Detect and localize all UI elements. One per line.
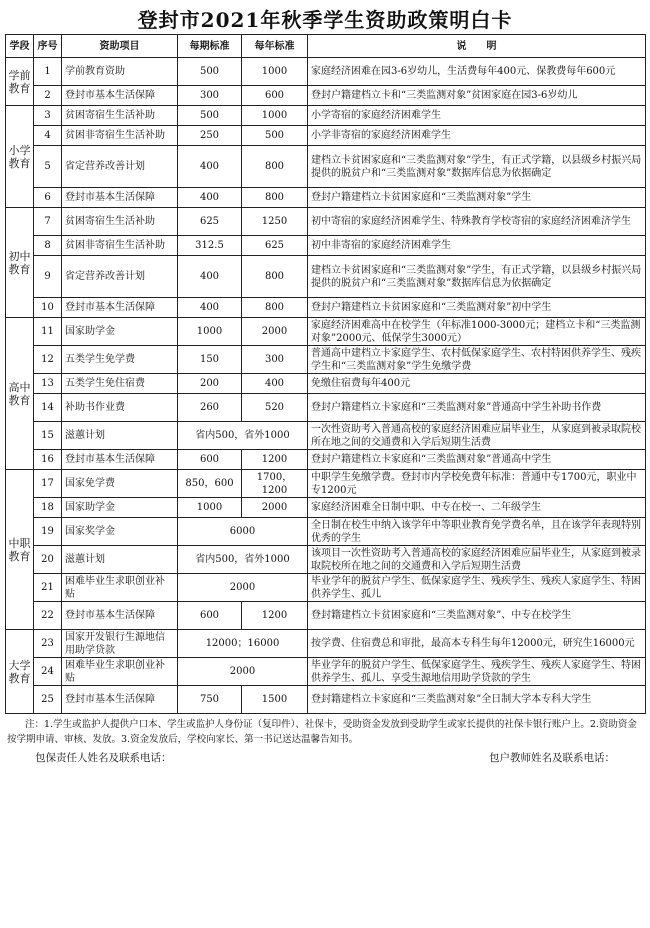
- row-period: 500: [178, 106, 242, 126]
- row-description: 普通高中建档立卡家庭学生、农村低保家庭学生、农村特困供养学生、残疾学生和“三类监测对象”学生免缴学费: [308, 346, 646, 374]
- row-year: 2000: [242, 498, 308, 518]
- header-item: 资助项目: [62, 35, 178, 58]
- row-item: 登封市基本生活保障: [62, 450, 178, 470]
- row-standard-merged: 省内500，省外1000: [178, 422, 308, 450]
- header-segment: 学段: [6, 35, 34, 58]
- aid-table: [5, 34, 646, 714]
- row-description: 一次性资助考入普通高校的家庭经济困难应届毕业生，从家庭到被录取院校所在地之间的交通费和入学后短期生活费: [308, 422, 646, 450]
- row-standard-merged: 12000；16000: [178, 630, 308, 658]
- table-row: [6, 188, 646, 208]
- row-period: 312.5: [178, 236, 242, 256]
- row-number: 12: [34, 346, 62, 374]
- row-year: 1700，1200: [242, 470, 308, 498]
- row-description: 初中寄宿的家庭经济困难学生、特殊教育学校寄宿的家庭经济困难济学生: [308, 208, 646, 236]
- footer-teacher-contact: 包户教师姓名及联系电话：: [489, 752, 615, 764]
- table-row: [6, 298, 646, 318]
- row-year: 520: [242, 394, 308, 422]
- row-item: 五类学生免学费: [62, 346, 178, 374]
- table-row: [6, 236, 646, 256]
- row-number: 23: [34, 630, 62, 658]
- table-row: [6, 374, 646, 394]
- row-item: 贫困非寄宿生生活补助: [62, 236, 178, 256]
- row-item: 登封市基本生活保障: [62, 188, 178, 208]
- row-year: 2000: [242, 318, 308, 346]
- row-number: 6: [34, 188, 62, 208]
- row-number: 16: [34, 450, 62, 470]
- row-item: 五类学生免住宿费: [62, 374, 178, 394]
- row-period: 260: [178, 394, 242, 422]
- row-period: 150: [178, 346, 242, 374]
- row-number: 15: [34, 422, 62, 450]
- table-row: [6, 686, 646, 714]
- row-number: 17: [34, 470, 62, 498]
- row-standard-merged: 2000: [178, 574, 308, 602]
- row-description: 中职学生免缴学费。登封市内学校免费年标准：普通中专1700元，职业中专1200元: [308, 470, 646, 498]
- row-description: 毕业学年的脱贫户学生、低保家庭学生、残疾学生、残疾人家庭学生、特困供养学生、孤儿、享受生源地信用助学贷款的学生: [308, 658, 646, 686]
- table-row: [6, 256, 646, 298]
- row-standard-merged: 省内500，省外1000: [178, 546, 308, 574]
- page-title: 登封市2021年秋季学生资助政策明白卡: [137, 8, 513, 32]
- row-item: 国家开发银行生源地信用助学贷款: [62, 630, 178, 658]
- footer-responsible-contact: 包保责任人姓名及联系电话：: [35, 752, 172, 764]
- row-item: 国家奖学金: [62, 518, 178, 546]
- row-number: 18: [34, 498, 62, 518]
- segment-senior: 高中教育: [6, 318, 34, 470]
- row-period: 750: [178, 686, 242, 714]
- row-item: 登封市基本生活保障: [62, 86, 178, 106]
- row-item: 滋蕙计划: [62, 422, 178, 450]
- row-number: 8: [34, 236, 62, 256]
- row-item: 贫困非寄宿生生活补助: [62, 126, 178, 146]
- row-year: 800: [242, 146, 308, 188]
- row-description: 小学非寄宿的家庭经济困难学生: [308, 126, 646, 146]
- table-row: [6, 450, 646, 470]
- row-number: 21: [34, 574, 62, 602]
- row-period: 600: [178, 450, 242, 470]
- table-row: [6, 86, 646, 106]
- row-description: 建档立卡贫困家庭和“三类监测对象”学生，有正式学籍，以县级乡村振兴局提供的脱贫户和“三类监测对象”数据库信息为依据确定: [308, 146, 646, 188]
- row-number: 4: [34, 126, 62, 146]
- row-item: 困难毕业生求职创业补贴: [62, 574, 178, 602]
- table-row: [6, 658, 646, 686]
- row-number: 10: [34, 298, 62, 318]
- row-year: 1000: [242, 58, 308, 86]
- header-number: 序号: [34, 35, 62, 58]
- row-number: 13: [34, 374, 62, 394]
- row-number: 5: [34, 146, 62, 188]
- row-year: 800: [242, 188, 308, 208]
- row-description: 家庭经济困难高中在校学生（年标准1000-3000元；建档立卡和“三类监测对象”2000元、低保学生3000元）: [308, 318, 646, 346]
- row-item: 省定营养改善计划: [62, 256, 178, 298]
- row-period: 1000: [178, 498, 242, 518]
- row-item: 贫困寄宿生生活补助: [62, 106, 178, 126]
- row-number: 2: [34, 86, 62, 106]
- row-period: 300: [178, 86, 242, 106]
- row-item: 贫困寄宿生生活补助: [62, 208, 178, 236]
- table-row: [6, 318, 646, 346]
- table-row: [6, 58, 646, 86]
- row-year: 1500: [242, 686, 308, 714]
- row-year: 1000: [242, 106, 308, 126]
- row-period: 850，600: [178, 470, 242, 498]
- row-description: 登封户籍建档立卡和“三类监测对象”贫困家庭在园3-6岁幼儿: [308, 86, 646, 106]
- row-item: 学前教育资助: [62, 58, 178, 86]
- row-number: 19: [34, 518, 62, 546]
- table-row: [6, 518, 646, 546]
- row-description: 免缴住宿费每年400元: [308, 374, 646, 394]
- table-row: [6, 574, 646, 602]
- segment-college: 大学教育: [6, 630, 34, 714]
- row-year: 500: [242, 126, 308, 146]
- row-year: 600: [242, 86, 308, 106]
- row-item: 国家免学费: [62, 470, 178, 498]
- table-row: [6, 346, 646, 374]
- row-description: 按学费、住宿费总和审批，最高本专科生每年12000元，研究生16000元: [308, 630, 646, 658]
- row-year: 800: [242, 256, 308, 298]
- table-row: [6, 208, 646, 236]
- row-period: 200: [178, 374, 242, 394]
- row-year: 400: [242, 374, 308, 394]
- footer: [5, 747, 645, 765]
- row-description: 小学寄宿的家庭经济困难学生: [308, 106, 646, 126]
- table-row: [6, 602, 646, 630]
- row-number: 3: [34, 106, 62, 126]
- row-item: 国家助学金: [62, 498, 178, 518]
- row-period: 500: [178, 58, 242, 86]
- row-number: 22: [34, 602, 62, 630]
- row-description: 登封户籍建档立卡贫困家庭和“三类监测对象”学生: [308, 188, 646, 208]
- header-year: 每年标准: [242, 35, 308, 58]
- table-row: [6, 422, 646, 450]
- row-number: 24: [34, 658, 62, 686]
- segment-vocational: 中职教育: [6, 470, 34, 630]
- row-item: 补助书作业费: [62, 394, 178, 422]
- table-row: [6, 630, 646, 658]
- row-year: 1200: [242, 450, 308, 470]
- row-description: 毕业学年的脱贫户学生、低保家庭学生、残疾学生、残疾人家庭学生、特困供养学生、孤儿: [308, 574, 646, 602]
- row-standard-merged: 6000: [178, 518, 308, 546]
- table-row: [6, 394, 646, 422]
- row-description: 登封籍建档立卡贫困家庭和“三类监测对象”、中专在校学生: [308, 602, 646, 630]
- header-period: 每期标准: [178, 35, 242, 58]
- row-standard-merged: 2000: [178, 658, 308, 686]
- segment-preschool: 学前教育: [6, 58, 34, 106]
- header-description: 说 明: [308, 35, 646, 58]
- row-description: 登封户籍建档立卡家庭和“三类监测对象”普通高中学生补助书作费: [308, 394, 646, 422]
- row-item: 登封市基本生活保障: [62, 686, 178, 714]
- row-number: 7: [34, 208, 62, 236]
- table-row: [6, 546, 646, 574]
- row-period: 400: [178, 298, 242, 318]
- table-row: [6, 498, 646, 518]
- row-description: 建档立卡贫困家庭和“三类监测对象”学生，有正式学籍，以县级乡村振兴局提供的脱贫户和“三类监测对象”数据库信息为依据确定: [308, 256, 646, 298]
- row-item: 省定营养改善计划: [62, 146, 178, 188]
- row-number: 20: [34, 546, 62, 574]
- row-item: 滋蕙计划: [62, 546, 178, 574]
- row-period: 400: [178, 146, 242, 188]
- row-year: 1250: [242, 208, 308, 236]
- row-year: 1200: [242, 602, 308, 630]
- row-period: 600: [178, 602, 242, 630]
- row-year: 800: [242, 298, 308, 318]
- table-row: [6, 126, 646, 146]
- table-row: [6, 146, 646, 188]
- row-number: 9: [34, 256, 62, 298]
- row-item: 登封市基本生活保障: [62, 298, 178, 318]
- row-description: 初中非寄宿的家庭经济困难学生: [308, 236, 646, 256]
- row-description: 登封户籍建档立卡家庭和“三类监测对象”普通高中学生: [308, 450, 646, 470]
- row-item: 国家助学金: [62, 318, 178, 346]
- row-number: 1: [34, 58, 62, 86]
- row-period: 250: [178, 126, 242, 146]
- row-period: 400: [178, 256, 242, 298]
- row-year: 625: [242, 236, 308, 256]
- row-description: 家庭经济困难在园3-6岁幼儿，生活费每年400元、保教费每年600元: [308, 58, 646, 86]
- row-number: 11: [34, 318, 62, 346]
- segment-primary: 小学教育: [6, 106, 34, 208]
- row-item: 登封市基本生活保障: [62, 602, 178, 630]
- table-row: [6, 106, 646, 126]
- row-period: 400: [178, 188, 242, 208]
- row-description: 登封籍建档立卡家庭和“三类监测对象”全日制大学本专科大学生: [308, 686, 646, 714]
- row-number: 25: [34, 686, 62, 714]
- row-description: 该项目一次性资助考入普通高校的家庭经济困难应届毕业生，从家庭到被录取院校所在地之间的交通费和入学后短期生活费: [308, 546, 646, 574]
- row-year: 300: [242, 346, 308, 374]
- segment-junior: 初中教育: [6, 208, 34, 318]
- table-row: [6, 470, 646, 498]
- row-period: 625: [178, 208, 242, 236]
- row-number: 14: [34, 394, 62, 422]
- row-period: 1000: [178, 318, 242, 346]
- row-item: 困难毕业生求职创业补贴: [62, 658, 178, 686]
- row-description: 登封户籍建档立卡贫困家庭和“三类监测对象”初中学生: [308, 298, 646, 318]
- notes: 注：1.学生或监护人提供户口本、学生或监护人身份证（复印件）、社保卡，受助资金发放到受助学生或家长提供的社保卡银行账户上。2.资助资金按学期申请、审核、发放。3.资金发放后，学校向家长、第一书记送达温馨告知书。: [7, 719, 637, 745]
- row-description: 全日制在校生中纳入该学年中等职业教育免学费名单，且在该学年表现特别优秀的学生: [308, 518, 646, 546]
- row-description: 家庭经济困难全日制中职、中专在校一、二年级学生: [308, 498, 646, 518]
